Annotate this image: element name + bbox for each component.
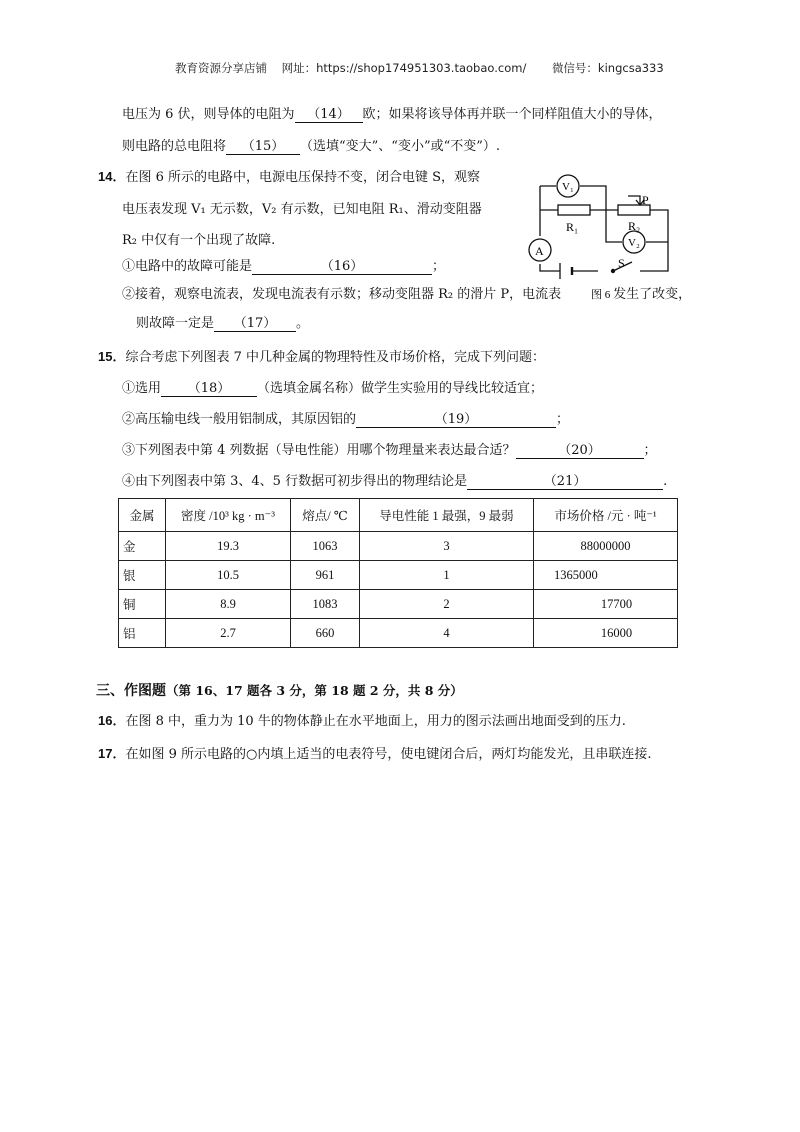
q15-s3-text-a: ③下列图表中第 4 列数据（导电性能）用哪个物理量来表达最合适？ bbox=[122, 443, 516, 458]
shop-url-link[interactable]: https://shop174951303.taobao.com/ bbox=[316, 61, 527, 75]
figure-6-caption: 图 6 bbox=[591, 289, 611, 301]
switch-pivot bbox=[611, 269, 615, 273]
q17-number: 17． bbox=[98, 746, 126, 761]
cell-melting-point: 1063 bbox=[291, 532, 360, 561]
blank-21: （21） bbox=[467, 475, 663, 490]
blank-14: （14） bbox=[295, 108, 363, 123]
blank-17: （17） bbox=[214, 317, 296, 332]
metal-properties-table bbox=[118, 498, 678, 648]
col-header-melting-point: 熔点/ ℃ bbox=[291, 499, 360, 532]
shop-name: 教育资源分享店铺 bbox=[175, 61, 267, 75]
col-header-price: 市场价格 /元 · 吨⁻¹ bbox=[534, 499, 678, 532]
cell-metal: 铜 bbox=[119, 590, 166, 619]
q13-text-b: 欧；如果将该导体再并联一个同样阻值大小的导体， bbox=[362, 107, 662, 122]
q15-s1 bbox=[122, 377, 543, 397]
ammeter-label: A bbox=[535, 244, 544, 258]
q15-intro-text: 综合考虑下列图表 7 中几种金属的物理特性及市场价格，完成下列问题： bbox=[125, 350, 546, 365]
cell-price: 1365000 bbox=[534, 561, 678, 590]
blank-19: （19） bbox=[356, 413, 556, 428]
blank-20: （20） bbox=[516, 444, 644, 459]
q15-number: 15． bbox=[98, 349, 126, 364]
slider-p-label: P bbox=[642, 193, 649, 207]
blank-16: （16） bbox=[252, 260, 432, 275]
section-3-heading bbox=[96, 680, 463, 700]
table-row bbox=[119, 590, 678, 619]
cell-conductivity: 2 bbox=[360, 590, 534, 619]
table-row bbox=[119, 532, 678, 561]
q15-intro bbox=[98, 346, 545, 365]
cell-conductivity: 1 bbox=[360, 561, 534, 590]
q13-text-a: 电压为 6 伏，则导体的电阻为 bbox=[122, 107, 295, 122]
blank-15: （15） bbox=[226, 140, 300, 155]
cell-conductivity: 3 bbox=[360, 532, 534, 561]
r2-label: R₂ bbox=[628, 219, 641, 233]
blank-18: （18） bbox=[161, 382, 257, 397]
q14-line1 bbox=[98, 166, 480, 185]
col-header-metal: 金属 bbox=[119, 499, 166, 532]
q14-text-1: 在图 6 所示的电路中，电源电压保持不变，闭合电键 S，观察 bbox=[125, 170, 481, 185]
q16-number: 16． bbox=[98, 713, 126, 728]
q13-line2 bbox=[122, 135, 500, 155]
q14-sub2-end: 。 bbox=[296, 316, 310, 331]
q13-text-d: （选填“变大”、“变小”或“不变”）. bbox=[300, 139, 501, 154]
q15-s4-text-a: ④由下列图表中第 3、4、5 行数据可初步得出的物理结论是 bbox=[122, 474, 468, 489]
q15-s4-text-b: . bbox=[663, 474, 668, 489]
q14-sub1-text: ①电路中的故障可能是 bbox=[122, 259, 253, 274]
q13-text-c: 则电路的总电阻将 bbox=[122, 139, 227, 154]
url-label: 网址： bbox=[281, 61, 317, 75]
cell-melting-point: 961 bbox=[291, 561, 360, 590]
v2-label: V₂ bbox=[628, 237, 640, 249]
cell-density: 2.7 bbox=[166, 619, 291, 648]
cell-density: 10.5 bbox=[166, 561, 291, 590]
q15-s4 bbox=[122, 470, 667, 490]
q14-sub2-text-a: ②接着，观察电流表，发现电流表有示数；移动变阻器 R₂ 的滑片 P，电流表 bbox=[122, 287, 562, 302]
switch-label: S bbox=[618, 256, 625, 270]
cell-density: 8.9 bbox=[166, 590, 291, 619]
q14-sub2-text-c: 则故障一定是 bbox=[136, 316, 215, 331]
cell-metal: 银 bbox=[119, 561, 166, 590]
q15-s3 bbox=[122, 439, 657, 459]
q16 bbox=[98, 710, 626, 729]
q14-sub2-text-b: 发生了改变， bbox=[613, 287, 692, 302]
q15-s3-text-b: ； bbox=[643, 443, 657, 458]
col-header-density: 密度 /10³ kg · m⁻³ bbox=[166, 499, 291, 532]
q14-line3: R₂ 中仅有一个出现了故障. bbox=[122, 233, 276, 248]
q17 bbox=[98, 743, 651, 762]
q15-s1-text-b: （选填金属名称）做学生实验用的导线比较适宜； bbox=[257, 381, 544, 396]
q13-line1 bbox=[122, 103, 662, 123]
cell-price: 17700 bbox=[534, 590, 678, 619]
q15-s2-text-a: ②高压输电线一般用铝制成，其原因铝的 bbox=[122, 412, 357, 427]
page-header bbox=[175, 60, 664, 76]
col-header-conductivity: 导电性能 1 最强，9 最弱 bbox=[360, 499, 534, 532]
v1-label: V₁ bbox=[562, 181, 574, 193]
cell-price: 16000 bbox=[534, 619, 678, 648]
q15-s2 bbox=[122, 408, 569, 428]
q15-s2-text-b: ； bbox=[556, 412, 570, 427]
q15-s1-text-a: ①选用 bbox=[122, 381, 162, 396]
r1-label: R₁ bbox=[566, 220, 579, 234]
q14-sub1-end: ； bbox=[432, 259, 446, 274]
q14-number: 14． bbox=[98, 169, 126, 184]
wechat-id: 微信号：kingcsa333 bbox=[551, 61, 664, 75]
cell-metal: 铝 bbox=[119, 619, 166, 648]
section-3-title: 三、作图题 bbox=[96, 683, 166, 699]
table-row bbox=[119, 561, 678, 590]
q14-sub2-line2 bbox=[136, 312, 309, 332]
cell-conductivity: 4 bbox=[360, 619, 534, 648]
cell-melting-point: 660 bbox=[291, 619, 360, 648]
cell-density: 19.3 bbox=[166, 532, 291, 561]
cell-price: 88000000 bbox=[534, 532, 678, 561]
q14-line2: 电压表发现 V₁ 无示数，V₂ 有示数，已知电阻 R₁、滑动变阻器 bbox=[122, 202, 482, 217]
cell-metal: 金 bbox=[119, 532, 166, 561]
table-header-row bbox=[119, 499, 678, 532]
figure-6-circuit bbox=[518, 170, 678, 306]
q14-sub1 bbox=[122, 255, 445, 275]
q16-text: 在图 8 中，重力为 10 牛的物体静止在水平地面上，用力的图示法画出地面受到的压力. bbox=[125, 714, 626, 729]
table-row bbox=[119, 619, 678, 648]
q17-text: 在如图 9 所示电路的○内填上适当的电表符号，使电键闭合后，两灯均能发光，且串联连接. bbox=[125, 747, 652, 762]
section-3-note: （第 16、17 题各 3 分，第 18 题 2 分，共 8 分） bbox=[166, 683, 463, 698]
cell-melting-point: 1083 bbox=[291, 590, 360, 619]
